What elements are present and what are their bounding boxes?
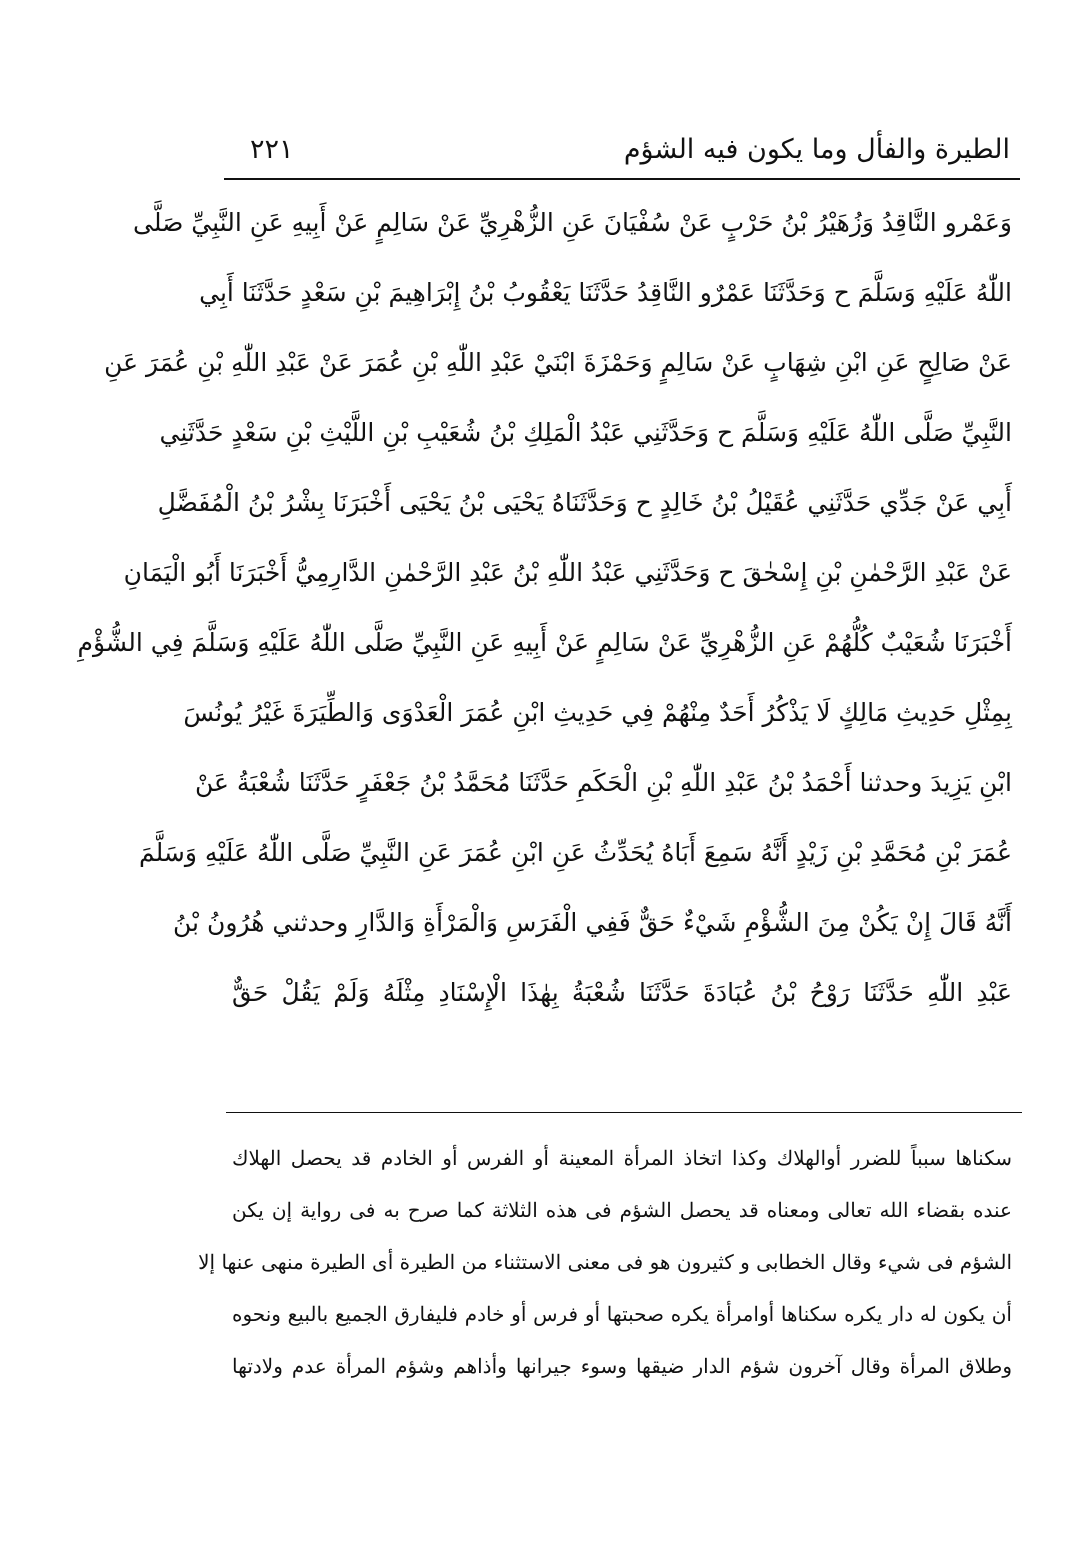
text-line: عُمَرَ بْنِ مُحَمَّدِ بْنِ زَيْدٍ أَنَّهُ سَمِعَ أَبَاهُ يُحَدِّثُ عَنِ ابْنِ عُمَرَ عَنِ النَّبِيِّ صَلَّى اللّٰهُ عَلَيْهِ وَسَلَّمَ xyxy=(138,838,1012,867)
footnote xyxy=(198,1132,1012,1392)
text-line: ابْنِ يَزِيدَ وحدثنا أَحْمَدُ بْنُ عَبْدِ اللّٰهِ بْنِ الْحَكَمِ حَدَّثَنَا مُحَمَّدُ بْنُ جَعْفَرٍ حَدَّثَنَا شُعْبَةُ عَنْ xyxy=(194,768,1012,797)
main-text xyxy=(77,188,1012,1028)
running-title: الطيرة والفأل وما يكون فيه الشؤم xyxy=(623,134,1010,165)
text-line: عَبْدِ اللّٰهِ حَدَّثَنَا رَوْحُ بْنُ عُبَادَةَ حَدَّثَنَا شُعْبَةُ بِهٰذَا الْإِسْنَادِ مِثْلَهُ وَلَمْ يَقُلْ حَقٌّ xyxy=(232,978,1012,1007)
text-line: أَخْبَرَنَا شُعَيْبٌ كُلُّهُمْ عَنِ الزُّهْرِيِّ عَنْ سَالِمٍ عَنْ أَبِيهِ عَنِ النَّبِيِّ صَلَّى اللّٰهُ عَلَيْهِ وَسَلَّمَ فِي الشُّؤْمِ xyxy=(77,628,1012,657)
footnote-line: وطلاق المرأة وقال آخرون شؤم الدار ضيقها وسوء جيرانها وأذاهم وشؤم المرأة عدم ولادتها xyxy=(232,1354,1012,1378)
text-line: اللّٰهُ عَلَيْهِ وَسَلَّمَ ح وَحَدَّثَنَا عَمْرٌو النَّاقِدُ حَدَّثَنَا يَعْقُوبُ بْنُ إِبْرَاهِيمَ بْنِ سَعْدٍ حَدَّثَنَا أَبِي xyxy=(199,278,1012,307)
text-line: بِمِثْلِ حَدِيثِ مَالِكٍ لَا يَذْكُرُ أَحَدٌ مِنْهُمْ فِي حَدِيثِ ابْنِ عُمَرَ الْعَدْوَى وَالطِّيَرَةَ غَيْرُ يُونُسَ xyxy=(183,698,1012,727)
header-rule xyxy=(224,178,1020,180)
text-line: عَنْ صَالِحٍ عَنِ ابْنِ شِهَابٍ عَنْ سَالِمٍ وَحَمْزَةَ ابْنَيْ عَبْدِ اللّٰهِ بْنِ عُمَرَ عَنْ عَبْدِ اللّٰهِ بْنِ عُمَرَ عَنِ xyxy=(104,348,1012,377)
footnote-line: الشؤم فى شيء وقال الخطابى و كثيرون هو فى معنى الاستثناء من الطيرة أى الطيرة منهى عنها إلا xyxy=(198,1250,1012,1274)
text-line: أَنَّهُ قَالَ إِنْ يَكُنْ مِنَ الشُّؤْمِ شَيْءٌ حَقٌّ فَفِي الْفَرَسِ وَالْمَرْأَةِ وَالدَّارِ وحدثني هُرُونُ بْنُ xyxy=(173,908,1012,937)
footnote-line: عنده بقضاء الله تعالى ومعناه قد يحصل الشؤم فى هذه الثلاثة كما صرح به فى رواية إن يكن xyxy=(232,1198,1012,1222)
footnote-rule xyxy=(226,1112,1022,1113)
footnote-line: سكناها سبباً للضرر أوالهلاك وكذا اتخاذ المرأة المعينة أو الفرس أو الخادم قد يحصل الهلاك xyxy=(232,1146,1012,1170)
text-line: وَعَمْرو النَّاقِدُ وَزُهَيْرُ بْنُ حَرْبٍ عَنْ سُفْيَانَ عَنِ الزُّهْرِيِّ عَنْ سَالِمٍ عَنْ أَبِيهِ عَنِ النَّبِيِّ صَلَّى xyxy=(132,208,1012,237)
footnote-line: أن يكون له دار يكره سكناها أوامرأة يكره صحبتها أو فرس أو خادم فليفارق الجميع بالبيع ونحوه xyxy=(232,1302,1012,1326)
page-header xyxy=(226,122,1018,178)
page-number: ٢٢١ xyxy=(250,134,294,165)
text-line: أَبِي عَنْ جَدِّي حَدَّثَنِي عُقَيْلُ بْنُ خَالِدٍ ح وَحَدَّثَنَاهُ يَحْيَى بْنُ يَحْيَى أَخْبَرَنَا بِشْرُ بْنُ الْمُفَضَّلِ xyxy=(157,488,1012,517)
text-line: عَنْ عَبْدِ الرَّحْمٰنِ بْنِ إِسْحٰقَ ح وَحَدَّثَنِي عَبْدُ اللّٰهِ بْنُ عَبْدِ الرَّحْمٰنِ الدَّارِمِيُّ أَخْبَرَنَا أَبُو الْيَمَانِ xyxy=(123,558,1012,587)
text-line: النَّبِيِّ صَلَّى اللّٰهُ عَلَيْهِ وَسَلَّمَ ح وَحَدَّثَنِي عَبْدُ الْمَلِكِ بْنُ شُعَيْبِ بْنِ اللَّيْثِ بْنِ سَعْدٍ حَدَّثَنِي xyxy=(159,418,1012,447)
